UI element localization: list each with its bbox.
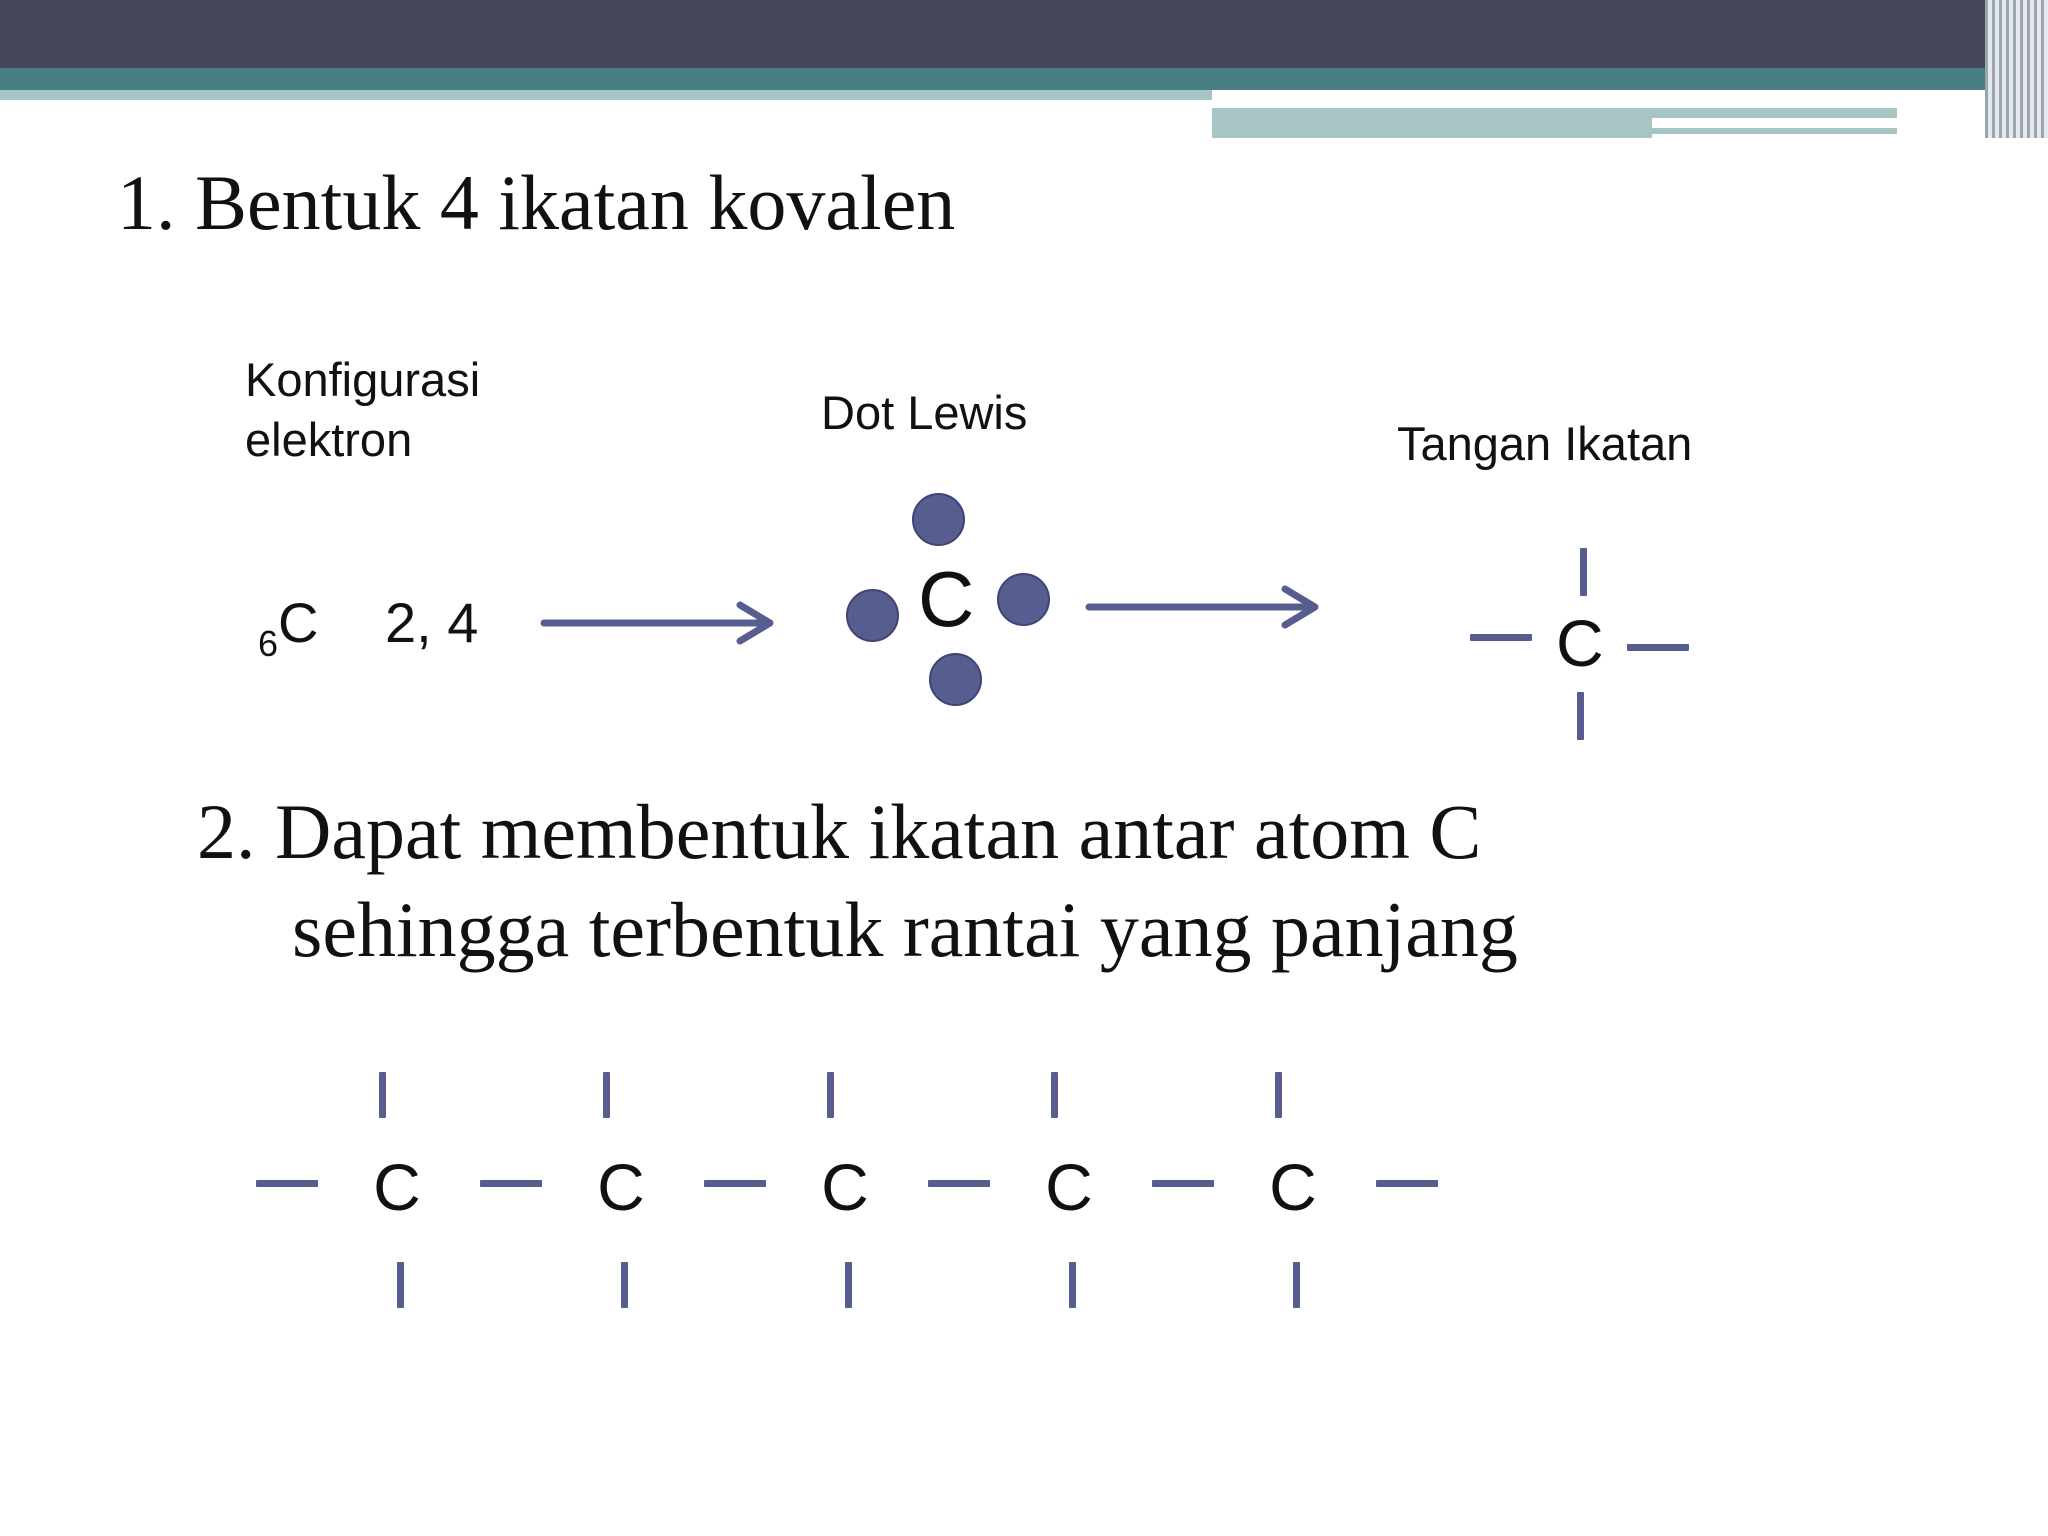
chain-bond — [827, 1072, 834, 1118]
chain-bond — [1275, 1072, 1282, 1118]
chain-carbon: C — [1045, 1150, 1093, 1224]
electron-dot-bottom — [929, 653, 982, 706]
lewis-carbon: C — [918, 555, 975, 643]
bond-carbon: C — [1556, 606, 1604, 680]
point2-line1: 2. Dapat membentuk ikatan antar atom C — [197, 788, 1482, 875]
point1-heading: 1. Bentuk 4 ikatan kovalen — [117, 159, 956, 246]
bond-bottom — [1577, 692, 1584, 740]
atomic-number: 6 — [258, 623, 279, 664]
chain-carbon: C — [1269, 1150, 1317, 1224]
point2-heading — [197, 783, 1518, 979]
chain-bond — [621, 1262, 628, 1308]
electron-dot-right — [997, 573, 1050, 626]
chain-bond — [928, 1180, 990, 1187]
chain-bond — [480, 1180, 542, 1187]
chain-bond — [1051, 1072, 1058, 1118]
arrow-1-icon — [540, 600, 780, 645]
tangan-ikatan-label: Tangan Ikatan — [1397, 417, 1693, 470]
carbon-symbol — [258, 590, 318, 665]
chain-carbon: C — [821, 1150, 869, 1224]
chain-bond — [704, 1180, 766, 1187]
chain-carbon: C — [373, 1150, 421, 1224]
chain-bond — [1069, 1262, 1076, 1308]
bond-left — [1470, 634, 1532, 641]
config-label-line1: Konfigurasi — [245, 353, 481, 406]
config-label-line2: elektron — [245, 413, 413, 466]
chain-bond — [256, 1180, 318, 1187]
chain-carbon: C — [597, 1150, 645, 1224]
electron-dot-top — [912, 493, 965, 546]
chain-bond — [397, 1262, 404, 1308]
element-symbol: C — [278, 591, 319, 654]
arrow-2-icon — [1085, 584, 1325, 629]
point2-line2: sehingga terbentuk rantai yang panjang — [292, 886, 1518, 973]
config-label — [245, 350, 480, 470]
chain-bond — [1376, 1180, 1438, 1187]
chain-bond — [1293, 1262, 1300, 1308]
electron-config-value: 2, 4 — [385, 591, 479, 654]
dot-lewis-label: Dot Lewis — [821, 386, 1028, 439]
bond-top — [1580, 548, 1587, 596]
chain-bond — [1152, 1180, 1214, 1187]
chain-bond — [603, 1072, 610, 1118]
chain-bond — [379, 1072, 386, 1118]
chain-bond — [845, 1262, 852, 1308]
bond-right — [1627, 644, 1689, 651]
electron-dot-left — [846, 589, 899, 642]
